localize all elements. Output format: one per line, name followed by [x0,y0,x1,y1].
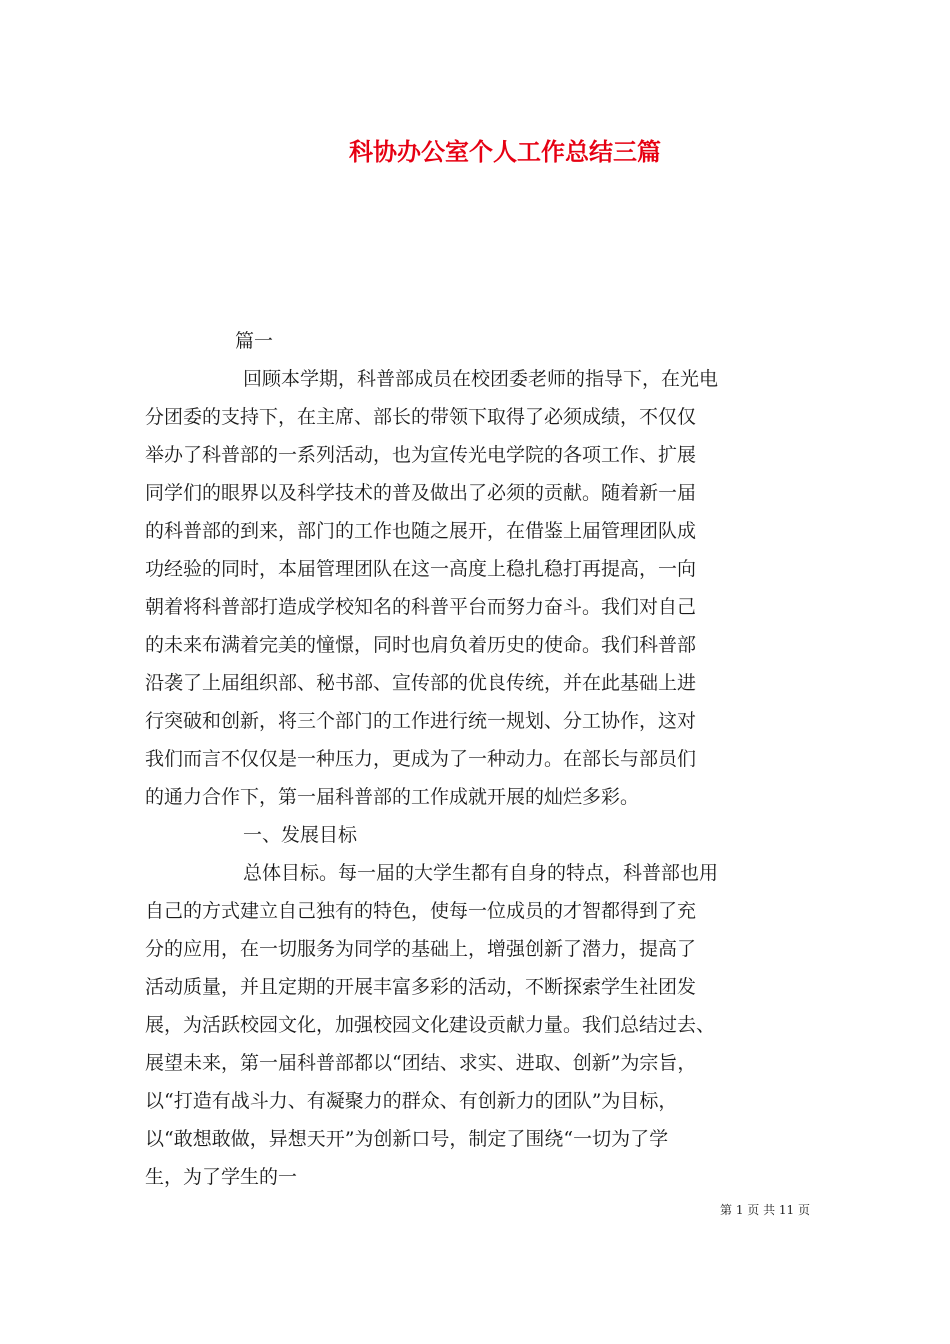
document-body [145,322,810,1196]
document-title: 科协办公室个人工作总结三篇 [349,137,661,166]
paragraph-1 [145,360,810,816]
paragraph-line: 活动质量，并且定期的开展丰富多彩的活动，不断探索学生社团发 [145,976,697,998]
paragraph-line: 以“打造有战斗力、有凝聚力的群众、有创新力的团队”为目标， [145,1090,678,1112]
paragraph-line: 自己的方式建立自己独有的特色，使每一位成员的才智都得到了充 [145,900,697,922]
paragraph-line: 展，为活跃校园文化，加强校园文化建设贡献力量。我们总结过去、 [145,1014,716,1036]
paragraph-line: 功经验的同时，本届管理团队在这一高度上稳扎稳打再提高，一向 [145,558,697,580]
section-heading: 一、发展目标 [243,824,358,846]
paragraph-line: 总体目标。每一届的大学生都有自身的特点，科普部也用 [243,862,719,884]
paragraph-line: 分团委的支持下，在主席、部长的带领下取得了必须成绩，不仅仅 [145,406,697,428]
paragraph-line: 同学们的眼界以及科学技术的普及做出了必须的贡献。随着新一届 [145,482,697,504]
paragraph-line: 举办了科普部的一系列活动，也为宣传光电学院的各项工作、扩展 [145,444,697,466]
paragraph-line: 分的应用，在一切服务为同学的基础上，增强创新了潜力，提高了 [145,938,697,960]
paragraph-line: 朝着将科普部打造成学校知名的科普平台而努力奋斗。我们对自己 [145,596,697,618]
paragraph-line: 以“敢想敢做，异想天开”为创新口号，制定了围绕“一切为了学 [145,1128,669,1150]
paragraph-line: 沿袭了上届组织部、秘书部、宣传部的优良传统，并在此基础上进 [145,672,697,694]
paragraph-line: 展望未来，第一届科普部都以“团结、求实、进取、创新”为宗旨， [145,1052,697,1074]
paragraph-line: 我们而言不仅仅是一种压力，更成为了一种动力。在部长与部员们 [145,748,697,770]
paragraph-line: 的通力合作下，第一届科普部的工作成就开展的灿烂多彩。 [145,786,640,808]
paragraph-line: 回顾本学期，科普部成员在校团委老师的指导下，在光电 [243,368,719,390]
paragraph-line: 的未来布满着完美的憧憬，同时也肩负着历史的使命。我们科普部 [145,634,697,656]
paragraph-line: 的科普部的到来，部门的工作也随之展开，在借鉴上届管理团队成 [145,520,697,542]
paragraph-line: 行突破和创新，将三个部门的工作进行统一规划、分工协作，这对 [145,710,697,732]
paragraph-line: 生，为了学生的一 [145,1166,298,1188]
paragraph-2 [145,854,810,1196]
page-footer: 第 1 页 共 11 页 [720,1203,810,1217]
section-label: 篇一 [235,330,274,352]
